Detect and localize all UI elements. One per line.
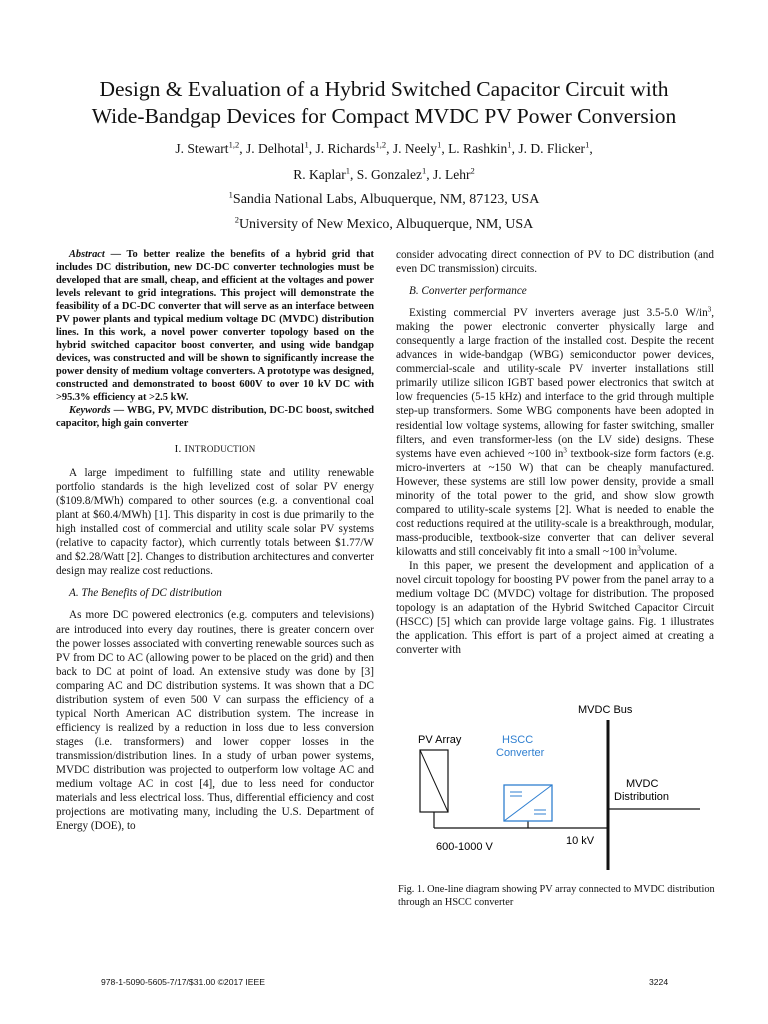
author-affiliation-marker: 1,2: [375, 139, 387, 150]
output-voltage-label: 10 kV: [566, 835, 595, 847]
author-separator: ,: [350, 167, 357, 182]
affiliation-marker: 2: [234, 214, 239, 225]
hscc-label-line-2: Converter: [496, 747, 545, 759]
mvdc-bus-label: MVDC Bus: [578, 704, 633, 716]
input-voltage-label: 600-1000 V: [436, 841, 493, 853]
author-affiliation-marker: 1: [585, 139, 590, 150]
author-name: R. Kaplar: [293, 167, 346, 182]
hscc-label-line-1: HSCC: [502, 734, 534, 746]
keywords-text: — WBG, PV, MVDC distribution, DC-DC boost, switched capacitor, high gain converter: [56, 405, 374, 429]
keywords: [56, 404, 374, 430]
footer-copyright: 978-1-5090-5605-7/17/$31.00 ©2017 IEEE: [101, 977, 266, 987]
author-name: J. D. Flicker: [518, 141, 586, 156]
author-affiliation-marker: 1: [345, 165, 350, 176]
author-name: J. Neely: [392, 141, 438, 156]
author-affiliation-marker: 2: [470, 165, 475, 176]
affiliation-text: Sandia National Labs, Albuquerque, NM, 87123, USA: [232, 192, 540, 207]
abstract-lead: Abstract: [69, 249, 105, 260]
section-heading-introduction: I. INTRODUCTION: [174, 443, 256, 455]
paper-title: [30, 76, 738, 130]
author-name: S. Gonzalez: [356, 167, 422, 182]
author-name: J. Stewart: [175, 141, 229, 156]
author-affiliation-marker: 1,2: [228, 139, 240, 150]
affiliation-2: [30, 215, 738, 235]
author-separator: ,: [239, 141, 246, 156]
page-number: 3224: [649, 977, 669, 987]
title-line-1: Design & Evaluation of a Hybrid Switched Capacitor Circuit with: [99, 77, 669, 101]
author-affiliation-marker: 1: [304, 139, 309, 150]
paragraph: consider advocating direct connection of PV to DC distribution (and even DC transmission) circuits.: [396, 249, 714, 276]
mvdc-distribution-label-1: MVDC: [626, 778, 659, 790]
author-affiliation-marker: 1: [421, 165, 427, 176]
right-column: [396, 248, 714, 657]
abstract: [56, 248, 374, 404]
title-line-2: Wide-Bandgap Devices for Compact MVDC PV Power Conversion: [91, 104, 677, 128]
author-separator: ,: [308, 141, 316, 156]
figure-1-caption: Fig. 1. One-line diagram showing PV array connected to MVDC distribution through an HSCC converter: [398, 884, 715, 908]
author-name: L. Rashkin: [448, 141, 508, 156]
pv-array-label: PV Array: [418, 734, 462, 746]
author-list: [30, 136, 738, 188]
affiliation-marker: 1: [228, 189, 233, 200]
author-separator: ,: [386, 141, 393, 156]
left-column: [56, 248, 374, 833]
author-separator: ,: [511, 141, 519, 156]
author-name: J. Delhotal: [245, 141, 305, 156]
subsection-heading-b: B. Converter performance: [409, 285, 527, 298]
paragraph: As more DC powered electronics (e.g. computers and televisions) are introduced into every day routines, there is greater concern over the power losses associated with converting renewable sources such as PV from DC to AC (allowing power to be placed on the grid) and then back to DC at point of load. An extensive study was done by [3] comparing AC and DC distribution systems. It was shown that a DC distribution system of even 500 V can surpass the efficiency of a typical North American AC distribution system. The increase in efficiency is realized by a reduction in loss due to less conversion stages (i.e. transformers) and lower copper losses in the transmission/distribution lines. In a study of urban power systems, MVDC distribution was projected to outperform low voltage AC and medium voltage AC in cost [4], due to less need for conductor materials and less electrical loss. Thus, differential efficiency and cost projections are motivating many, including the U.S. Department of Energy (DOE), to: [56, 609, 374, 833]
author-name: J. Richards: [315, 141, 376, 156]
subsection-heading-a: A. The Benefits of DC distribution: [69, 587, 222, 600]
author-line-2: [30, 162, 738, 188]
author-separator: ,: [589, 141, 593, 156]
figure-1-one-line-diagram: [400, 700, 712, 878]
author-line-1: [30, 136, 738, 162]
author-separator: ,: [426, 167, 433, 182]
keywords-lead: Keywords: [69, 405, 111, 416]
author-separator: ,: [441, 141, 449, 156]
author-affiliation-marker: 1: [507, 139, 512, 150]
mvdc-distribution-label-2: Distribution: [614, 791, 670, 803]
author-affiliation-marker: 1: [437, 139, 442, 150]
affiliation-1: [30, 190, 738, 210]
paragraph: Existing commercial PV inverters average just 3.5-5.0 $W/in^3$, making the power electronic converter physically large and consequently a large fraction of the installed cost. Despite the recent advances in wide-bandgap (WBG) semiconductor power devices, commercial-scale and utility-scale PV inverter installations still primarily utilize silicon IGBT based power electronics that switch at low frequencies (5-15 kHz) and interface to the grid through multiple step-up transformers. Some WBG components have been adopted in residential low voltage systems, allowing for faster switching, smaller filters, and even transformer-less (on the LV side) designs. These systems have even achieved ~100 $in^3$ textbook-size form factors (e.g. micro-inverters at ~150 W) that can be cheaply manufactured. However, these systems are still low power density, provide a small minority of the total power to the grid, and show slow growth compared to utility-scale systems [2]. What is needed to enable the cost reductions required at the utility-scale is a breakthrough, modular, mass-producible, textbook-size converter that can deliver several kilowatts and still conceivably fit into a small ~100 $in^3volume$.: [396, 305, 714, 558]
author-name: J. Lehr: [432, 167, 471, 182]
paragraph: In this paper, we present the development and application of a novel circuit topology for boosting PV power from the panel array to a medium voltage DC (MVDC) voltage for distribution. The proposed topology is an adaptation of the Hybrid Switched Capacitor Circuit (HSCC) [5] which can provide large voltage gains. Fig. 1 illustrates the application. This effort is part of a project aimed at creating a converter with: [396, 559, 714, 657]
paragraph: A large impediment to fulfilling state and utility renewable portfolio standards is the high levelized cost of solar PV energy ($109.8/MWh) compared to other sources (e.g. a conventional coal plant at $60.4/MWh) [1]. This disparity in cost is due primarily to the high installed cost of commercial and utility scale solar PV systems (relative to capacity factor), which currently totals between $1.77/W and $2.28/Watt [2]. Changes to distribution architectures and converter design may realize cost reductions.: [56, 467, 374, 578]
affiliation-text: University of New Mexico, Albuquerque, NM, USA: [238, 217, 534, 232]
abstract-text: — To better realize the benefits of a hybrid grid that includes DC distribution, new DC-DC converter technologies must be developed that are small, cheap, and efficient at the voltages and power levels relevant to grid integrations. This project will demonstrate the feasibility of a DC-DC converter that will serve as an interface between PV power plants and typical medium voltage DC (MVDC) distribution lines. In this work, a novel power converter topology based on the hybrid switched capacitor boost converter, and using wide bandgap devices, was constructed and will be shown to significantly increase the power density of medium voltage converters. A prototype was designed, constructed and demonstrated to boost 600V to over 10 kV DC with >95.3% efficiency at >2.5 kW.: [56, 249, 374, 403]
